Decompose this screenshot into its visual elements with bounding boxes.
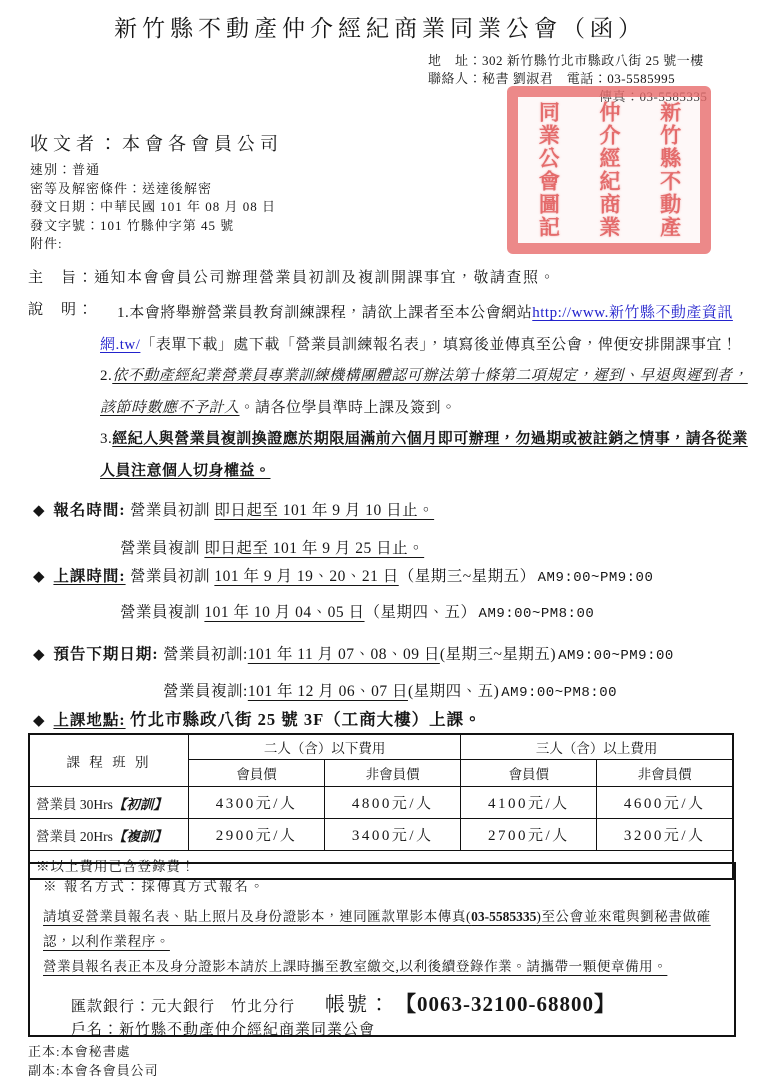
- contact-fax: 傳真：03-5585335: [599, 89, 708, 104]
- account-holder: 戶名：新竹縣不動產仲介經紀商業同業公會: [71, 1022, 376, 1038]
- meta-attachment: 附件:: [30, 236, 63, 252]
- fee-table: [28, 733, 734, 880]
- seal-text-column: 仲介經紀商業: [596, 101, 621, 239]
- meta-speed: 速別：普通: [30, 162, 101, 177]
- registration-instruction-2: 營業員報名表正本及身分證影本請於上課時攜至教室繳交,以利後續登錄作業。請攜帶一顆便章備用。: [43, 959, 668, 974]
- diamond-bullet-icon: ◆: [33, 569, 46, 585]
- item-text: 本會將舉辦營業員教育訓練課程，請欲上課者至本公會網站: [129, 305, 533, 321]
- section-label: 上課地點:: [53, 712, 126, 729]
- fee-cell: 4100元/人: [461, 787, 597, 819]
- item-number: 1.: [117, 305, 130, 321]
- fee-cell: 2700元/人: [461, 819, 597, 851]
- course-name-cell: 營業員 30Hrs【初訓】: [29, 787, 189, 819]
- course-name-cell: 營業員 20Hrs【複訓】: [29, 819, 189, 851]
- contact-person-phone: 聯絡人：秘書 劉淑君 電話：03-5585995: [428, 71, 676, 86]
- fee-cell: 3400元/人: [325, 819, 461, 851]
- section-class-location: [33, 706, 482, 730]
- item-text: 。請各位學員準時上課及簽到。: [239, 399, 457, 416]
- item-emphasized-text: 經紀人與營業員複訓換證應於期限屆滿前六個月即可辦理，勿過期或被註銷之情事，請各從業人員注意個人切身權益。: [100, 431, 748, 479]
- description-items: [100, 298, 748, 487]
- seal-text-column: 新竹縣不動產: [657, 101, 682, 239]
- seal-text-column: 同業公會圖記: [536, 101, 561, 239]
- item-number: 2.: [100, 368, 113, 384]
- section-label: 預告下期日期:: [53, 646, 159, 663]
- section-registration-time-row-1: ◆ 報名時間: 營業員初訓 即日起至 101 年 9 月 10 日止。: [33, 502, 435, 519]
- subject-text: 通知本會會員公司辦理營業員初訓及複訓開課事宜，敬請查照。: [94, 270, 557, 286]
- account-label: 帳號：: [325, 994, 391, 1016]
- fee-table-sub-header: 會員價: [461, 760, 597, 787]
- fee-table-course-header: 課 程 班 別: [29, 734, 189, 787]
- description-item-1: [100, 298, 748, 361]
- section-class-time-row-1: ◆ 上課時間: 營業員初訓 101 年 9 月 19、20、21 日（星期三~星期五） AM9:00~PM9:00: [33, 568, 654, 586]
- section-next-term-row-1: ◆ 預告下期日期: 營業員初訓:101 年 11 月 07、08、09 日(星期三~星期五) AM9:00~PM9:00: [33, 646, 674, 664]
- account-number: 【0063-32100-68800】: [394, 992, 616, 1016]
- association-seal-stamp: [507, 86, 711, 254]
- fee-cell: 4300元/人: [189, 787, 325, 819]
- fee-table-note: ※以上費用已含登錄費！: [29, 851, 733, 880]
- diamond-bullet-icon: ◆: [33, 713, 46, 729]
- fax-number-bold: 03-5585335: [471, 909, 537, 924]
- fee-table-sub-header: 非會員價: [597, 760, 733, 787]
- item-number: 3.: [100, 431, 113, 447]
- fee-table-sub-header: 非會員價: [325, 760, 461, 787]
- bank-info-line: [43, 988, 721, 1018]
- table-row: [29, 819, 733, 851]
- registration-method: ※ 報名方式：採傳真方式報名。: [43, 879, 266, 894]
- section-class-time-row-2: 營業員複訓 101 年 10 月 04、05 日（星期四、五） AM9:00~PM8:00: [120, 604, 595, 622]
- diamond-bullet-icon: ◆: [33, 647, 46, 663]
- fee-cell: 4800元/人: [325, 787, 461, 819]
- section-next-term-row-2: 營業員複訓:101 年 12 月 06、07 日(星期四、五) AM9:00~PM8:00: [163, 683, 617, 701]
- meta-security: 密等及解密條件：送達後解密: [30, 180, 213, 196]
- recipient-line: 收文者：本會各會員公司: [30, 134, 283, 154]
- registration-info-box: [28, 862, 736, 1037]
- table-row: [29, 787, 733, 819]
- fee-cell: 2900元/人: [189, 819, 325, 851]
- subject-line: [28, 266, 738, 287]
- website-link[interactable]: http://www.新竹縣不動產資訊網.tw/: [100, 305, 733, 353]
- fee-cell: 3200元/人: [597, 819, 733, 851]
- description-item-2: [100, 361, 748, 424]
- fee-cell: 4600元/人: [597, 787, 733, 819]
- registration-instruction-1: 請填妥營業員報名表、貼上照片及身份證影本，連同匯款單影本傳真(03-5585335)至公會並來電與劉秘書做確認，以利作業程序。: [43, 909, 711, 949]
- fee-table-group-header: 三人（含）以上費用: [461, 734, 733, 760]
- item-text: 「表單下載」處下載「營業員訓練報名表」，填寫後並傳真至公會，俾便安排開課事宜！: [140, 336, 738, 353]
- bank-branch: 匯款銀行：元大銀行 竹北分行: [71, 999, 296, 1015]
- section-registration-time-row-2: 營業員複訓 即日起至 101 年 9 月 25 日止。: [120, 540, 425, 557]
- location-text: 竹北市縣政八街 25 號 3F（工商大樓）上課。: [129, 710, 482, 729]
- fee-table-sub-header: 會員價: [189, 760, 325, 787]
- diamond-bullet-icon: ◆: [33, 503, 46, 519]
- meta-issue-date: 發文日期：中華民國 101 年 08 月 08 日: [30, 199, 277, 215]
- footer-copy: 副本:本會各會員公司: [28, 1063, 159, 1078]
- page-title: 新竹縣不動產仲介經紀商業同業公會（函）: [114, 16, 646, 41]
- description-label: 說 明：: [28, 302, 95, 318]
- contact-address: 地 址：302 新竹縣竹北市縣政八街 25 號一樓: [428, 53, 704, 68]
- section-label: 上課時間:: [53, 568, 126, 585]
- subject-label: 主 旨：: [28, 270, 95, 286]
- footer-original: 正本:本會秘書處: [28, 1044, 131, 1059]
- fee-table-group-header: 二人（含）以下費用: [189, 734, 461, 760]
- description-item-3: [100, 424, 748, 487]
- meta-block: [30, 161, 276, 254]
- section-label: 報名時間:: [53, 502, 126, 519]
- item-emphasized-text: 依不動產經紀業營業員專業訓練機構團體認可辦法第十條第二項規定，遲到、早退與遲到者，該節時數應不予計入: [100, 368, 748, 416]
- meta-doc-number: 發文字號：101 竹縣仲字第 45 號: [30, 217, 235, 233]
- document-footer: [28, 1042, 159, 1080]
